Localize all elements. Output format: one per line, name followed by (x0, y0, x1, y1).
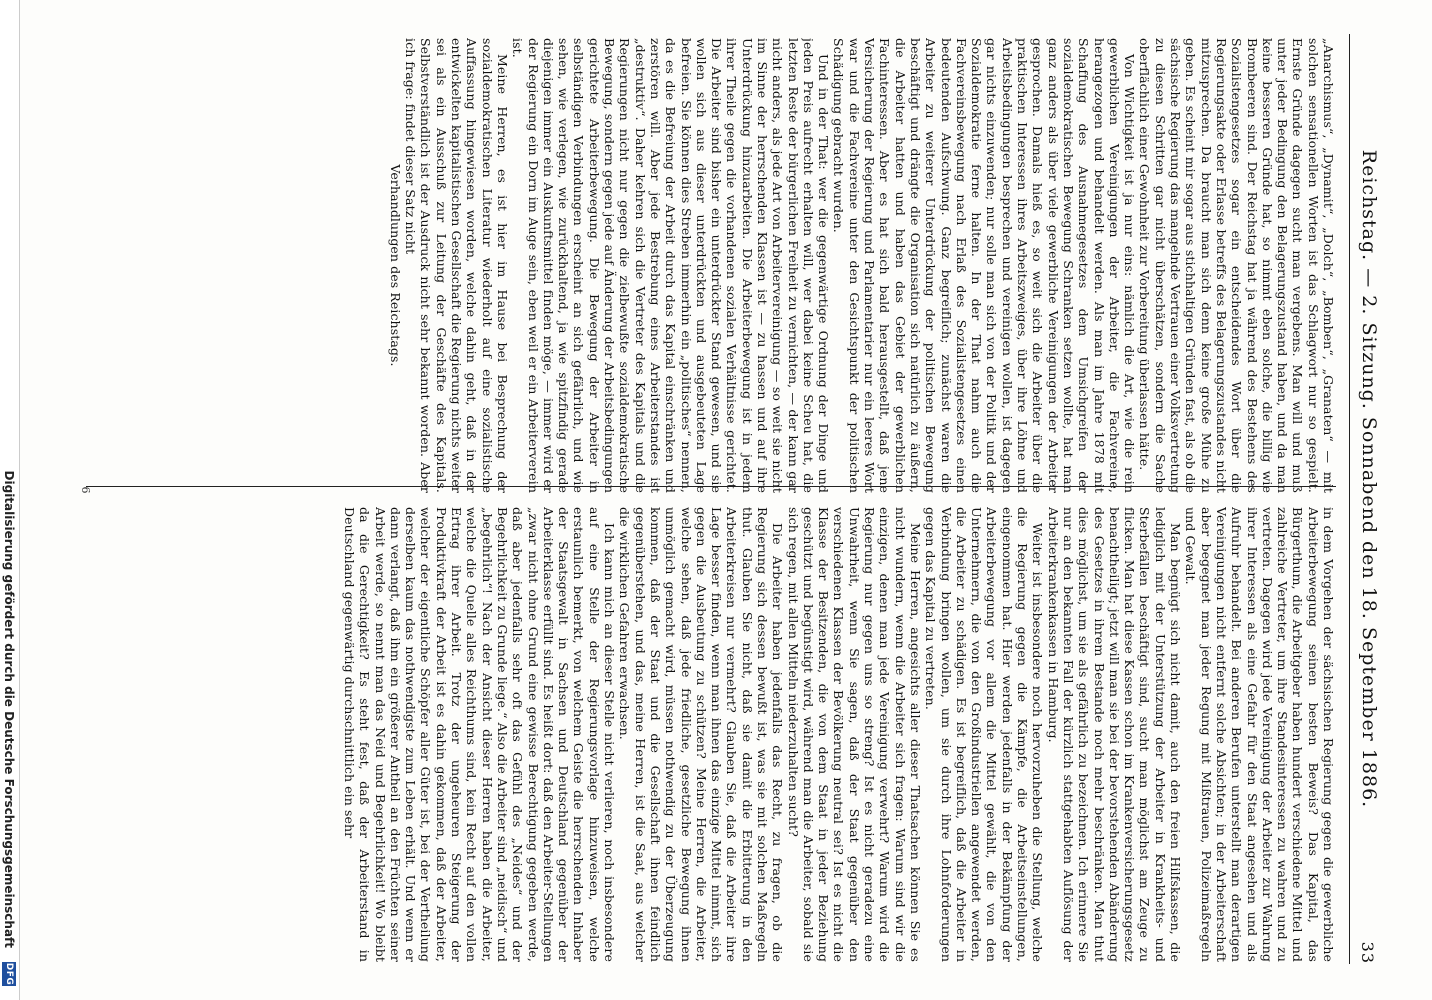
footer-text: Digitalisierung gefördert durch die Deutsche Forschungsgemeinschaft (2, 470, 16, 948)
paragraph: Von Wichtigkeit ist ja nur eins: nämlich die Art, wie die rein gewerblichen Vereinigungen der Arbeiter, die Fachvereine, herangezogen und behandelt werden. Als man im Jahre 1878 mit Schaffung des Ausnahmegesetzes dem Umsichgreifen der sozialdemokratischen Bewegung Schranken setzen wollte, hat man ganz anders als über viele gewerbliche Vereinigungen der Arbeiter gesprochen. Damals hieß es, so weit sich die Arbeiter über die praktischen Interessen ihres Arbeitszweiges, über ihre Löhne und Arbeitsbedingungen besprechen und vereinigen wollen, ist dagegen gar nichts einzuwenden; nur solle man sich von der Politik und der Sozialdemokratie ferne halten. In der That nahm auch die Fachvereinsbewegung nach Erlaß des Sozialistengesetzes einen bedeutenden Aufschwung. Ganz begreiflich; zunächst waren die Arbeiter zu weiterer Unterdrückung der politischen Bewegung beschäftigt und drängte die Organisation sich natürlich zu äußern, die Arbeiter hatten und haben das Gebiet der gewerblichen Fachinteressen. Aber es hat sich bald herausgestellt, daß jene Versicherung der Regierung und Parlamentarier nur ein leeres Wort war und die Fachvereine unter den Gesichtspunkt der politischen Schädigung gebracht wurden. (831, 38, 1138, 493)
paragraph: Meine Herren, es ist hier im Hause bei Besprechung der sozialdemokratischen Literatur wiederholt auf eine sozialistische Auffassung hingewiesen worden, welche dahin geht, daß in der entwickelten kapitalistischen Gesellschaft die Regierung nichts weiter sei als ein Ausschuß zur Leitung der Geschäfte des Kapitals. Selbstverständlich ist der Ausdruck nicht sehr bekannt worden. Aber ich frage: findet dieser Satz nicht (403, 38, 510, 493)
paragraph: Ich kann mich an dieser Stelle nicht verlieren, noch insbesondere auf eine Stelle der Regierungsvorlage hinzuweisen, welche erstaunlich bemerkt, von welchem Geiste die herrschenden Inhaber der Staatsgewalt in Sachsen und Deutschland gegenüber der Arbeiterklasse erfüllt sind. Es heißt dort: daß den Arbeiter-Stellungen „zwar nicht ohne Grund eine gewisse Berechtigung gegeben werde, daß aber jedenfalls sehr oft das Gefühl des „Neides“ und der Begehrlichkeit zu Grunde liege.“ Also die Arbeiter sind „neidisch“ und „begehrlich“! Nach der Ansicht dieser Herren haben die Arbeiter, welche die Quelle alles Reichthums sind, kein Recht auf den vollen Ertrag ihrer Arbeit. Trotz der ungeheuren Steigerung der Produktivkraft der Arbeit ist es dahin gekommen, daß der Arbeiter, welcher der eigentliche Schöpfer aller Güter ist, bei der Vertheilung derselben kaum das nothwendigste zum Leben erhält. Und wenn er dann verlangt, daß ihm ein größerer Antheil an den Früchten seiner Arbeit werde, so nennt man das Neid und Begehrlichkeit! Wo bleibt da die Gerechtigkeit? Es steht fest, daß der Arbeiterstand in Deutschland gegenwärtig durchschnittlich ein sehr (342, 507, 618, 962)
digitization-footer (0, 0, 20, 1000)
right-column (106, 507, 1336, 962)
left-column (106, 38, 1336, 493)
paragraph: Die Arbeiter haben jedenfalls das Recht, zu fragen, ob die Regierung sich dessen bewußt ist, was sie mit solchen Maßregeln thut. Glauben Sie nicht, daß sie damit die Erbitterung in den Arbeiterkreisen nur vermehrt? Glauben Sie, daß die Arbeiter ihre Lage besser finden, wenn man ihnen das einzige Mittel nimmt, sich gegen die Ausbeutung zu schützen? Meine Herren, die Arbeiter, welche sehen, daß jede friedliche, gesetzliche Bewegung ihnen unmöglich gemacht wird, müssen nothwendig zu der Überzeugung kommen, daß der Staat und die Gesellschaft ihnen feindlich gegenüberstehen, und das, meine Herren, ist die Saat, aus welcher die wirklichen Gefahren erwachsen. (617, 507, 786, 962)
paragraph: Meine Herren, angesichts aller dieser Thatsachen können Sie es nicht wundern, wenn die Arbeiter sich fragen: Warum sind wir die einzigen, denen man jede Vereinigung verwehrt? Warum wird die Regierung nur gegen uns so streng? Ist es nicht geradezu eine Unwahrheit, wenn Sie sagen, daß der Staat gegenüber den verschiedenen Klassen der Bevölkerung neutral sei? Ist es nicht die Klasse der Besitzenden, die von dem Staat in jeder Beziehung geschützt und begünstigt wird, während man die Arbeiter, sobald sie sich regen, mit allen Mitteln niederzuhalten sucht? (785, 507, 923, 962)
column-divider (86, 486, 1336, 487)
dfg-logo-icon: DFG (4, 962, 14, 986)
page-number: 33 (1358, 941, 1377, 964)
column-footer-note: Verhandlungen des Reichstags. (387, 164, 403, 367)
paragraph: Und in der That: wer die gegenwärtige Ordnung der Dinge und jeden Preis aufrecht erhalten will, wer dabei keine Scheu hat, die letzten Reste der bürgerlichen Freiheit zu vernichten, — der kann gar nicht anders, als jede Art von Arbeitervereinigung — so weit sie nicht im Sinne der herrschenden Klassen ist — zu hassen und auf ihre Unterdrückung hinzuarbeiten. Die Arbeiterbewegung ist in jedem ihrer Theile gegen die vorhandenen sozialen Verhältnisse gerichtet. Die Arbeiter sind bisher ein unterdrückter Stand gewesen, und sie wollen sich aus dieser unterdrückten und ausgebeuteten Lage befreien. Sie können dies Streben immerhin ein „politisches“ nennen, da es die Befreiung der Arbeit durch das Kapital einschränken und zerstören will. Aber jede Bestrebung eines Arbeiterstandes ist „destruktiv“. Daher kehren sich die Vertreter des Kapitals und die Regierungen nicht nur gegen die zielbewußte sozialdemokratische Bewegung, sondern gegen jede auf Änderung der Arbeitsbedingungen gerichtete Arbeiterbewegung. Die Bewegung der Arbeiter in selbständigen Verbindungen erscheint an sich gefährlich, und wie sehen, wie verlegen, wie zurückhaltend, ja wie spitzfindig gerade diejenigen immer ein Auskunftsmittel finden möge, — immer wird er der Regierung ein Dorn im Auge sein, eben weil er ein Arbeiterverein ist. (510, 38, 832, 493)
header-title: Reichstag. — 2. Sitzung. Sonnabend den 18. September 1886. (1358, 149, 1380, 809)
running-header (1349, 34, 1396, 964)
paragraph: Man begnügt sich nicht damit, auch den freien Hilfskassen, die lediglich mit der Unterstützung der Arbeiter in Krankheits- und Sterbefällen beschäftigt sind, sucht man möglichst am Zeuge zu flicken. Man hat diese Kassen schon im Krankenversicherungsgesetz benachtheiligt; jetzt will man sie bei der bevorstehenden Abänderung des Gesetzes in ihrem Bestande noch mehr beschränken. Man thut dies möglichst, um sie als gefährlich zu bezeichnen. Ich erinnere Sie nur an den bekannten Fall der kürzlich stattgehabten Auflösung der Arbeiterkrankenkassen in Hamburg. (1045, 507, 1184, 962)
paragraph: Weiter ist insbesondere noch hervorzuheben die Stellung, welche die Regierung gegen die Kämpfe, die Arbeitseinstellungen, eingenommen hat. Hier werden jedenfalls in der Bekämpfung der Arbeiterbewegung vor allem die Mittel gewählt, die von den Unternehmern, die von den Großindustriellen angewendet werden, die Arbeiter zu schädigen. Es ist begreiflich, daß die Arbeiter in Verbindung bringen wollen, um sie durch ihre Lohnforderungen gegen das Kapital zu vertreten. (923, 507, 1046, 962)
paragraph: „Anarchismus“, „Dynamit“, „Dolch“, „Bomben“, „Granaten“ — mit solchen sensationellen Worten ist das Schlagwort nur so gespielt. Ernste Gründe dagegen sucht man vergebens. Man will und muß unter jeder Bedingung den Belagerungszustand haben, und da man keine besseren Gründe hat, so nimmt eben solche, die billig wie Brombeeren sind. Der Reichstag hat ja während des Bestehens des Sozialistengesetzes sogar ein entscheidendes Wort über die Regierungsakte oder Erlasse betreffs des Belagerungszustandes nicht mitzusprechen. Da braucht man sich denn keine große Mühe zu geben. Es scheint mir sogar aus stichhaltigen Gründen fast, als ob die sächsische Regierung das mangelnde Vertrauen einer Volksvertretung zu diesen Schritten gar nicht überschätzen, sondern die Sache oberflächlich einer Gewohnheit zur Vorbereitung überlassen hätte. (1137, 38, 1336, 493)
paragraph: in dem Vorgehen der sächsischen Regierung gegen die gewerbliche Arbeiterbewegung seinen besten Beweis? Das Kapital, das Bürgerthum, die Arbeitgeber haben hundert verschiedene Mittel und zahlreiche Vertreter, um ihre Standesinteressen zu wahren und zu vertreten. Dagegen wird jede Vereinigung der Arbeiter zur Wahrung ihrer Interessen als eine Gefahr für den Staat angesehen und als Aufruhr behandelt. Bei anderen Berufen unterstellt man derartigen Vereinigungen nicht entfernt solche Absichten; in der Arbeiterschaft aber begegnet man jeder Regung mit Mißtrauen, Polizeimaßregeln und Gewalt. (1183, 507, 1336, 962)
signature-mark: 6 (79, 486, 92, 494)
